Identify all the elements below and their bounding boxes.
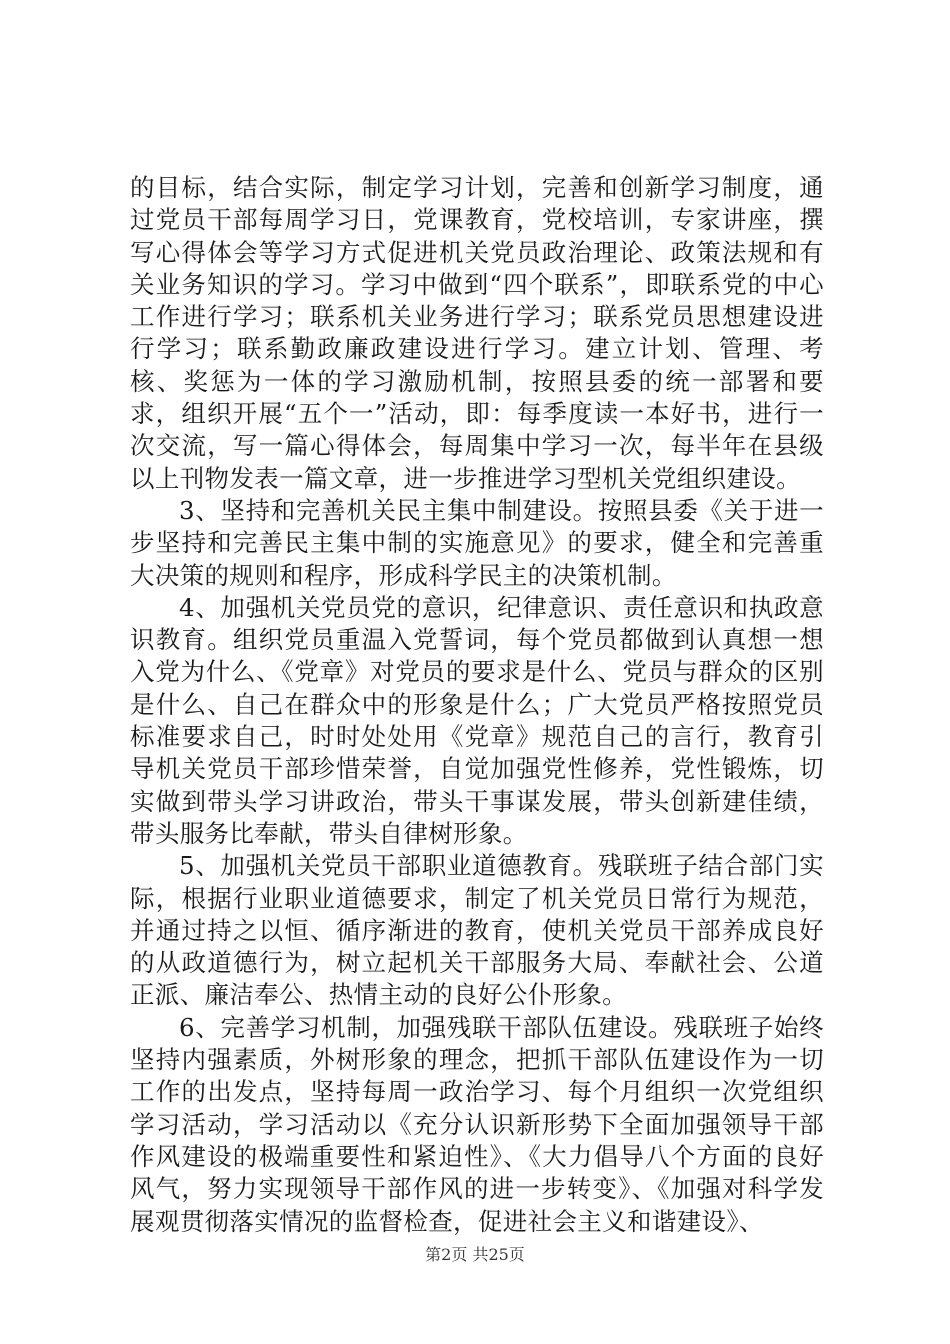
document-body bbox=[130, 172, 824, 1238]
paragraph-item-4: 4、加强机关党员党的意识，纪律意识、责任意识和执政意识教育。组织党员重温入党誓词，每个党员都做到认真想一想入党为什么、《党章》对党员的要求是什么、党员与群众的区别是什么、自己在群众中的形象是什么；广大党员严格按照党员标准要求自己，时时处处用《党章》规范自己的言行，教育引导机关党员干部珍惜荣誉，自觉加强党性修养，党性锻炼，切实做到带头学习讲政治，带头干事谋发展，带头创新建佳绩，带头服务比奉献，带头自律树形象。 bbox=[130, 592, 824, 848]
page-number-footer: 第2页 共25页 bbox=[425, 1245, 525, 1264]
paragraph-item-3: 3、坚持和完善机关民主集中制建设。按照县委《关于进一步坚持和完善民主集中制的实施意见》的要求，健全和完善重大决策的规则和程序，形成科学民主的决策机制。 bbox=[130, 495, 824, 590]
paragraph-item-6: 6、完善学习机制，加强残联干部队伍建设。残联班子始终坚持内强素质，外树形象的理念，把抓干部队伍建设作为一切工作的出发点，坚持每周一政治学习、每个月组织一次党组织学习活动，学习活动以《充分认识新形势下全面加强领导干部作风建设的极端重要性和紧迫性》、《大力倡导八个方面的良好风气，努力实现领导干部作风的进一步转变》、《加强对科学发展观贯彻落实情况的监督检查，促进社会主义和谐建设》、 bbox=[130, 1012, 824, 1236]
paragraph-continuation: 的目标，结合实际，制定学习计划，完善和创新学习制度，通过党员干部每周学习日，党课教育，党校培训，专家讲座，撰写心得体会等学习方式促进机关党员政治理论、政策法规和有关业务知识的学习。学习中做到“四个联系”，即联系党的中心工作进行学习；联系机关业务进行学习；联系党员思想建设进行学习；联系勤政廉政建设进行学习。建立计划、管理、考核、奖惩为一体的学习激励机制，按照县委的统一部署和要求，组织开展“五个一”活动，即：每季度读一本好书，进行一次交流，写一篇心得体会，每周集中学习一次，每半年在县级以上刊物发表一篇文章，进一步推进学习型机关党组织建设。 bbox=[130, 173, 824, 493]
paragraph-item-5: 5、加强机关党员干部职业道德教育。残联班子结合部门实际，根据行业职业道德要求，制定了机关党员日常行为规范，并通过持之以恒、循序渐进的教育，使机关党员干部养成良好的从政道德行为，树立起机关干部服务大局、奉献社会、公道正派、廉洁奉公、热情主动的良好公仆形象。 bbox=[130, 851, 824, 1010]
